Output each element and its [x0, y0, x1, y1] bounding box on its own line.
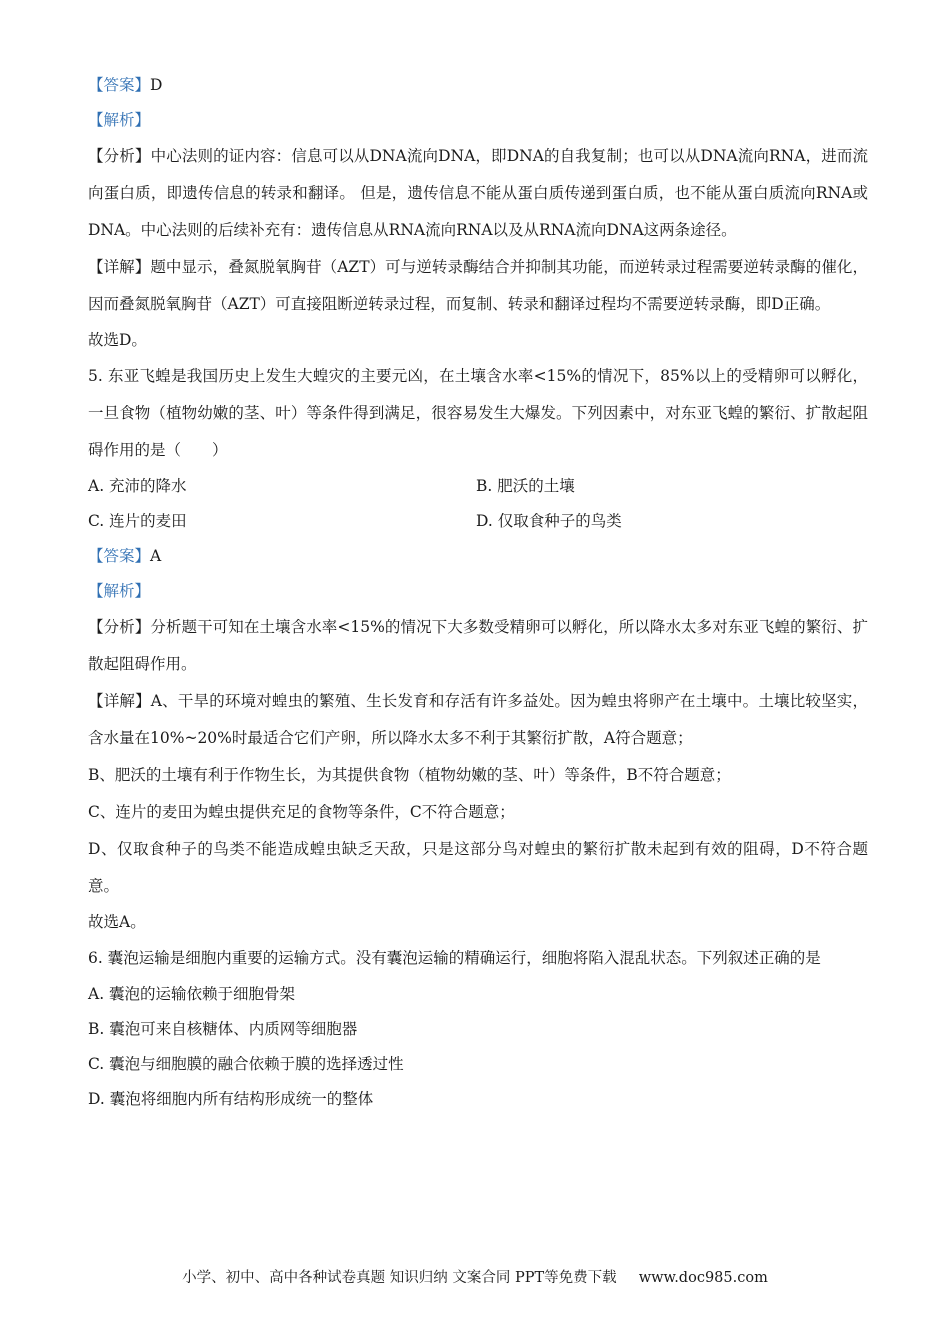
fenxi-text: 分析题干可知在土壤含水率<15%的情况下大多数受精卵可以孵化，所以降水太多对东亚飞蝗的繁衍、扩散起阻碍作用。	[88, 618, 868, 673]
q5-option-a: A. 充沛的降水	[88, 477, 187, 495]
q6-stem: 6. 囊泡运输是细胞内重要的运输方式。没有囊泡运输的精确运行，细胞将陷入混乱状态。下列叙述正确的是	[88, 949, 821, 967]
xiangjie-tag: 【详解】	[88, 692, 151, 710]
q5-option-d: D. 仅取食种子的鸟类	[476, 512, 622, 530]
q4-fenxi	[88, 138, 868, 249]
q5-stem: 5. 东亚飞蝗是我国历史上发生大蝗灾的主要元凶，在土壤含水率<15%的情况下，85%以上的受精卵可以孵化，一旦食物（植物幼嫩的茎、叶）等条件得到满足，很容易发生大爆发。下列因素中，对东亚飞蝗的繁衍、扩散起阻碍作用的是（ ）	[88, 367, 868, 459]
q4-xiangjie	[88, 249, 868, 323]
document-body	[88, 68, 868, 1117]
q6-option-c: C. 囊泡与细胞膜的融合依赖于膜的选择透过性	[88, 1055, 404, 1073]
q4-analysis-heading	[88, 103, 868, 138]
q5-analysis-heading	[88, 574, 868, 609]
answer-tag: 【答案】	[88, 547, 151, 565]
q5-options-row-1	[88, 469, 868, 504]
q5-option-b: B. 肥沃的土壤	[476, 477, 575, 495]
q6-option-b: B. 囊泡可来自核糖体、内质网等细胞器	[88, 1020, 358, 1038]
fenxi-tag: 【分析】	[88, 147, 151, 165]
analysis-tag: 【解析】	[88, 582, 151, 600]
xiangjie-text: A、干旱的环境对蝗虫的繁殖、生长发育和存活有许多益处。因为蝗虫将卵产在土壤中。土壤比较坚实，含水量在10%~20%时最适合它们产卵，所以降水太多不利于其繁衍扩散，A符合题意；	[88, 692, 868, 747]
q5-options-row-2	[88, 504, 868, 539]
footer-text: 小学、初中、高中各种试卷真题 知识归纳 文案合同 PPT等免费下载	[182, 1270, 617, 1286]
q5-xiangjie-d: D、仅取食种子的鸟类不能造成蝗虫缺乏天敌，只是这部分鸟对蝗虫的繁衍扩散未起到有效的阻碍，D不符合题意。	[88, 840, 868, 895]
q6-option-a: A. 囊泡的运输依赖于细胞骨架	[88, 985, 296, 1003]
page-footer	[0, 1266, 950, 1287]
xiangjie-text: 题中显示，叠氮脱氧胸苷（AZT）可与逆转录酶结合并抑制其功能，而逆转录过程需要逆转录酶的催化，因而叠氮脱氧胸苷（AZT）可直接阻断逆转录过程，而复制、转录和翻译过程均不需要逆转录酶，即D正确。	[88, 258, 868, 313]
q5-xiangjie-b: B、肥沃的土壤有利于作物生长，为其提供食物（植物幼嫩的茎、叶）等条件，B不符合题意；	[88, 766, 731, 784]
answer-tag: 【答案】	[88, 76, 151, 94]
q5-option-c: C. 连片的麦田	[88, 512, 187, 530]
footer-url: www.doc985.com	[638, 1270, 768, 1286]
q5-xiangjie-a	[88, 683, 868, 757]
fenxi-text: 中心法则的证内容：信息可以从DNA流向DNA，即DNA的自我复制；也可以从DNA流向RNA，进而流向蛋白质，即遗传信息的转录和翻译。 但是，遗传信息不能从蛋白质传递到蛋白质，也不能从蛋白质流向RNA或DNA。中心法则的后续补充有：遗传信息从RNA流向RNA以及从RNA流向DNA这两条途径。	[88, 147, 868, 239]
q4-conclusion: 故选D。	[88, 331, 147, 349]
q5-answer	[88, 539, 868, 574]
q5-fenxi	[88, 609, 868, 683]
q5-conclusion: 故选A。	[88, 913, 146, 931]
fenxi-tag: 【分析】	[88, 618, 151, 636]
answer-value: A	[150, 547, 162, 565]
answer-value: D	[150, 76, 163, 94]
xiangjie-tag: 【详解】	[88, 258, 151, 276]
analysis-tag: 【解析】	[88, 111, 151, 129]
q4-answer	[88, 68, 868, 103]
q6-option-d: D. 囊泡将细胞内所有结构形成统一的整体	[88, 1090, 374, 1108]
q5-xiangjie-c: C、连片的麦田为蝗虫提供充足的食物等条件，C不符合题意；	[88, 803, 515, 821]
